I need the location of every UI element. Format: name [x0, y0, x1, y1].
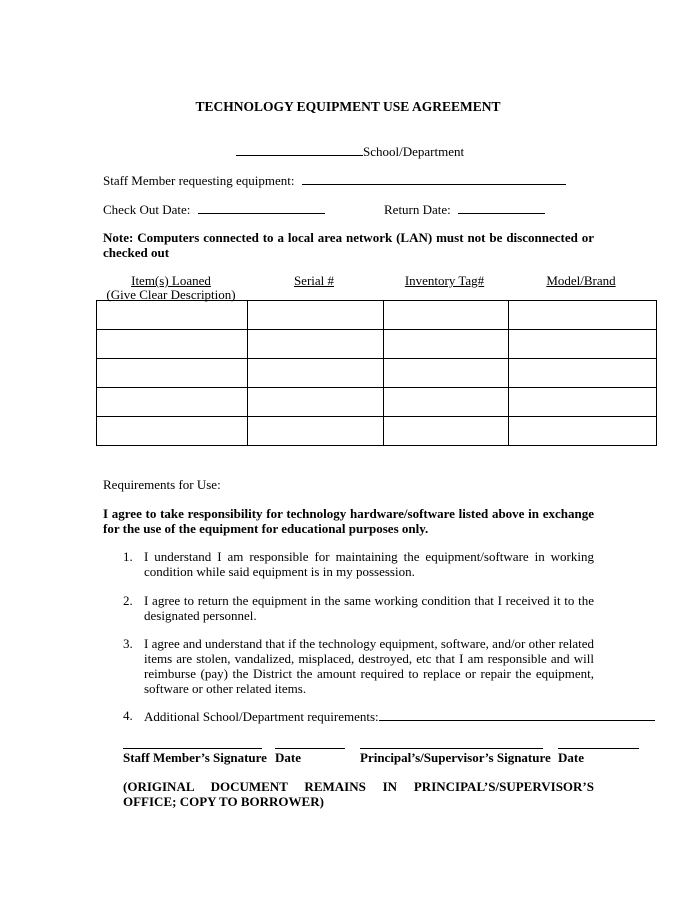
- header-items-loaned: Item(s) Loaned: [131, 273, 211, 288]
- requirement-item-2: I agree to return the equipment in the same working condition that I received it to the designated personnel.: [144, 593, 594, 623]
- requirements-heading: Requirements for Use:: [103, 477, 221, 492]
- item-number: 4.: [123, 708, 133, 723]
- table-cell[interactable]: [384, 301, 509, 330]
- table-cell[interactable]: [97, 301, 248, 330]
- table-cell[interactable]: [384, 417, 509, 446]
- table-row: [97, 301, 657, 330]
- requirement-item-3: I agree and understand that if the technology equipment, software, and/or other related items are stolen, vandalized, misplaced, destroyed, etc that I am responsible and will reimburse (pay) the District the amount required to replace or repair the equipment, software or other related items.: [144, 636, 594, 696]
- item-number: 2.: [123, 593, 133, 608]
- principal-date-line[interactable]: [558, 748, 639, 749]
- table-cell[interactable]: [248, 417, 384, 446]
- school-department-field[interactable]: [236, 143, 363, 156]
- table-cell[interactable]: [509, 417, 657, 446]
- table-cell[interactable]: [384, 388, 509, 417]
- return-date-field[interactable]: [458, 201, 545, 214]
- return-label: Return Date:: [384, 202, 451, 217]
- table-cell[interactable]: [97, 388, 248, 417]
- principal-signature-line[interactable]: [360, 748, 543, 749]
- equipment-table: [96, 300, 657, 446]
- table-cell[interactable]: [97, 417, 248, 446]
- additional-requirements-field[interactable]: [379, 708, 655, 721]
- principal-date-label: Date: [558, 750, 584, 765]
- table-row: [97, 330, 657, 359]
- table-cell[interactable]: [248, 388, 384, 417]
- table-row: [97, 359, 657, 388]
- lan-note: Note: Computers connected to a local area network (LAN) must not be disconnected or checked out: [103, 230, 594, 260]
- staff-signature-label: Staff Member’s Signature: [123, 750, 267, 765]
- table-row: [97, 417, 657, 446]
- item-number: 1.: [123, 549, 133, 564]
- item-number: 3.: [123, 636, 133, 651]
- school-department-label: School/Department: [363, 144, 465, 159]
- table-cell[interactable]: [248, 359, 384, 388]
- school-department-line: [236, 143, 464, 159]
- table-row: [97, 388, 657, 417]
- check-out-label: Check Out Date:: [103, 202, 191, 217]
- check-out-line: [103, 201, 325, 217]
- staff-date-line[interactable]: [275, 748, 345, 749]
- staff-requesting-line: [103, 172, 566, 188]
- header-items-sub: (Give Clear Description): [106, 287, 236, 302]
- document-title: TECHNOLOGY EQUIPMENT USE AGREEMENT: [195, 99, 501, 114]
- staff-signature-line[interactable]: [123, 748, 262, 749]
- staff-date-label: Date: [275, 750, 301, 765]
- table-cell[interactable]: [248, 330, 384, 359]
- additional-requirements-label: Additional School/Department requirements:: [144, 709, 379, 724]
- staff-requesting-field[interactable]: [302, 172, 566, 185]
- table-cell[interactable]: [509, 301, 657, 330]
- table-cell[interactable]: [509, 359, 657, 388]
- table-cell[interactable]: [509, 388, 657, 417]
- header-serial: Serial #: [293, 273, 335, 288]
- return-line: [384, 201, 545, 217]
- table-cell[interactable]: [509, 330, 657, 359]
- requirement-item-1: I understand I am responsible for maintaining the equipment/software in working condition while said equipment is in my possession.: [144, 549, 594, 579]
- requirement-item-4: [144, 708, 655, 724]
- principal-signature-label: Principal’s/Supervisor’s Signature: [360, 750, 551, 765]
- header-inventory-tag: Inventory Tag#: [404, 273, 485, 288]
- table-cell[interactable]: [384, 330, 509, 359]
- staff-requesting-label: Staff Member requesting equipment:: [103, 173, 295, 188]
- table-cell[interactable]: [97, 330, 248, 359]
- agreement-statement: I agree to take responsibility for technology hardware/software listed above in exchange for the use of the equipment for educational purposes only.: [103, 506, 594, 536]
- header-model-brand: Model/Brand: [546, 273, 616, 288]
- footer-note: (ORIGINAL DOCUMENT REMAINS IN PRINCIPAL’S/SUPERVISOR’S OFFICE; COPY TO BORROWER): [123, 779, 594, 809]
- table-cell[interactable]: [384, 359, 509, 388]
- check-out-date-field[interactable]: [198, 201, 325, 214]
- table-cell[interactable]: [97, 359, 248, 388]
- table-cell[interactable]: [248, 301, 384, 330]
